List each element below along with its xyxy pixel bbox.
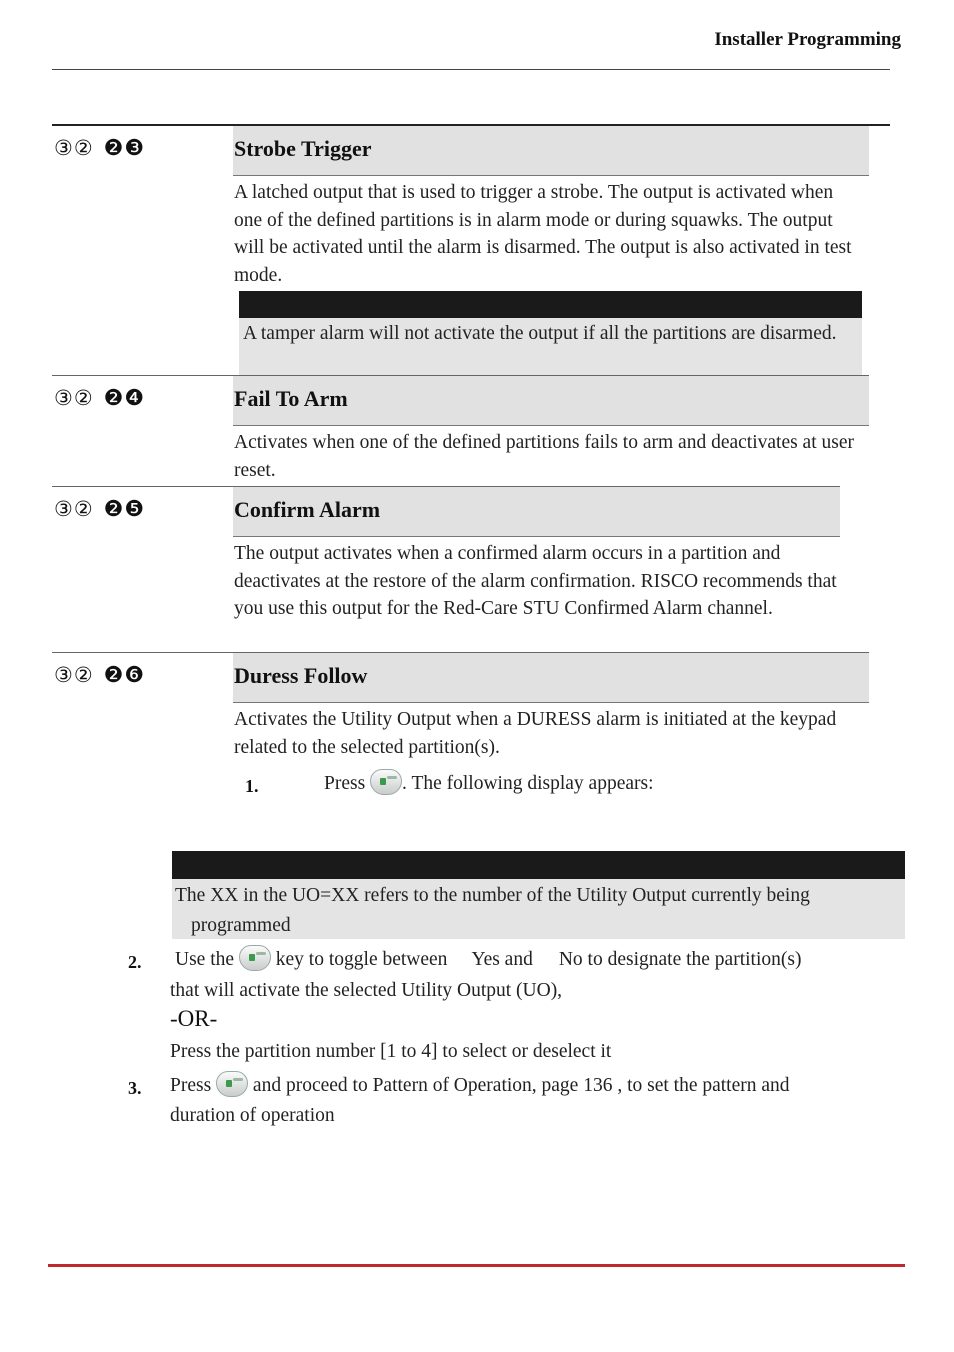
code-suffix: ❷❻ xyxy=(103,662,146,687)
section-code xyxy=(54,135,145,161)
code-prefix: ③② xyxy=(54,136,94,160)
step-1-pre: Press xyxy=(324,773,366,794)
note-line-2: programmed xyxy=(191,915,291,936)
section-body: Activates when one of the defined partitions fails to arm and deactivates at user reset. xyxy=(234,432,854,481)
note-box xyxy=(172,879,905,939)
step-3-post: and proceed to Pattern of Operation, page 136 , to set the pattern and xyxy=(252,1075,790,1096)
step-2-post: key to toggle between xyxy=(275,949,448,970)
step-number: 2. xyxy=(128,952,142,972)
section-code xyxy=(54,496,145,522)
note-line-1: The XX in the UO=XX refers to the number of the Utility Output currently being xyxy=(175,885,810,906)
step-3-pre: Press xyxy=(170,1075,212,1096)
section-title: Confirm Alarm xyxy=(233,487,840,537)
page-header-title: Installer Programming xyxy=(714,29,901,50)
or-separator: -OR- xyxy=(170,1006,218,1031)
section-title: Strobe Trigger xyxy=(233,126,869,176)
step-2-line-2: that will activate the selected Utility Output (UO), xyxy=(170,980,563,1001)
section-code xyxy=(54,385,145,411)
section-body: Activates the Utility Output when a DURESS alarm is initiated at the keypad related to the selected partition(s). xyxy=(234,709,837,758)
note-header-bar xyxy=(239,291,862,318)
header-divider xyxy=(52,69,890,70)
utility-key-icon xyxy=(216,1071,248,1097)
no-option-text: No to designate the partition(s) xyxy=(558,949,802,970)
section-code xyxy=(54,662,145,688)
note-text: A tamper alarm will not activate the output if all the partitions are disarmed. xyxy=(239,318,862,375)
utility-key-icon xyxy=(239,945,271,971)
section-title: Duress Follow xyxy=(233,653,869,703)
utility-key-icon xyxy=(370,769,402,795)
yes-option-text: Yes and xyxy=(471,949,533,970)
step-3-text xyxy=(170,1071,790,1100)
code-prefix: ③② xyxy=(54,386,94,410)
step-1-post: . The following display appears: xyxy=(402,773,654,794)
code-prefix: ③② xyxy=(54,497,94,521)
footer-rule xyxy=(48,1264,905,1267)
step-1-text xyxy=(324,769,654,798)
step-2-text xyxy=(175,945,801,974)
section-body: The output activates when a confirmed alarm occurs in a partition and deactivates at the restore of the alarm confirmation. RISCO recommends that you use this output for the Red-Care STU Confirmed Alarm channel. xyxy=(234,543,837,619)
section-title: Fail To Arm xyxy=(233,376,869,426)
note-header-bar xyxy=(172,851,905,879)
code-prefix: ③② xyxy=(54,663,94,687)
code-suffix: ❷❹ xyxy=(103,385,146,410)
step-2-pre: Use the xyxy=(175,949,235,970)
step-number: 3. xyxy=(128,1078,142,1098)
code-suffix: ❷❺ xyxy=(103,496,146,521)
step-3-line-2: duration of operation xyxy=(170,1105,335,1126)
code-suffix: ❷❸ xyxy=(103,135,146,160)
step-2-alternative: Press the partition number [1 to 4] to select or deselect it xyxy=(170,1041,612,1062)
section-body: A latched output that is used to trigger a strobe. The output is activated when one of the defined partitions is in alarm mode or during squawks. The output will be activated until the alarm is disarmed. The output is also activated in test mode. xyxy=(234,182,852,286)
step-number: 1. xyxy=(245,776,259,796)
